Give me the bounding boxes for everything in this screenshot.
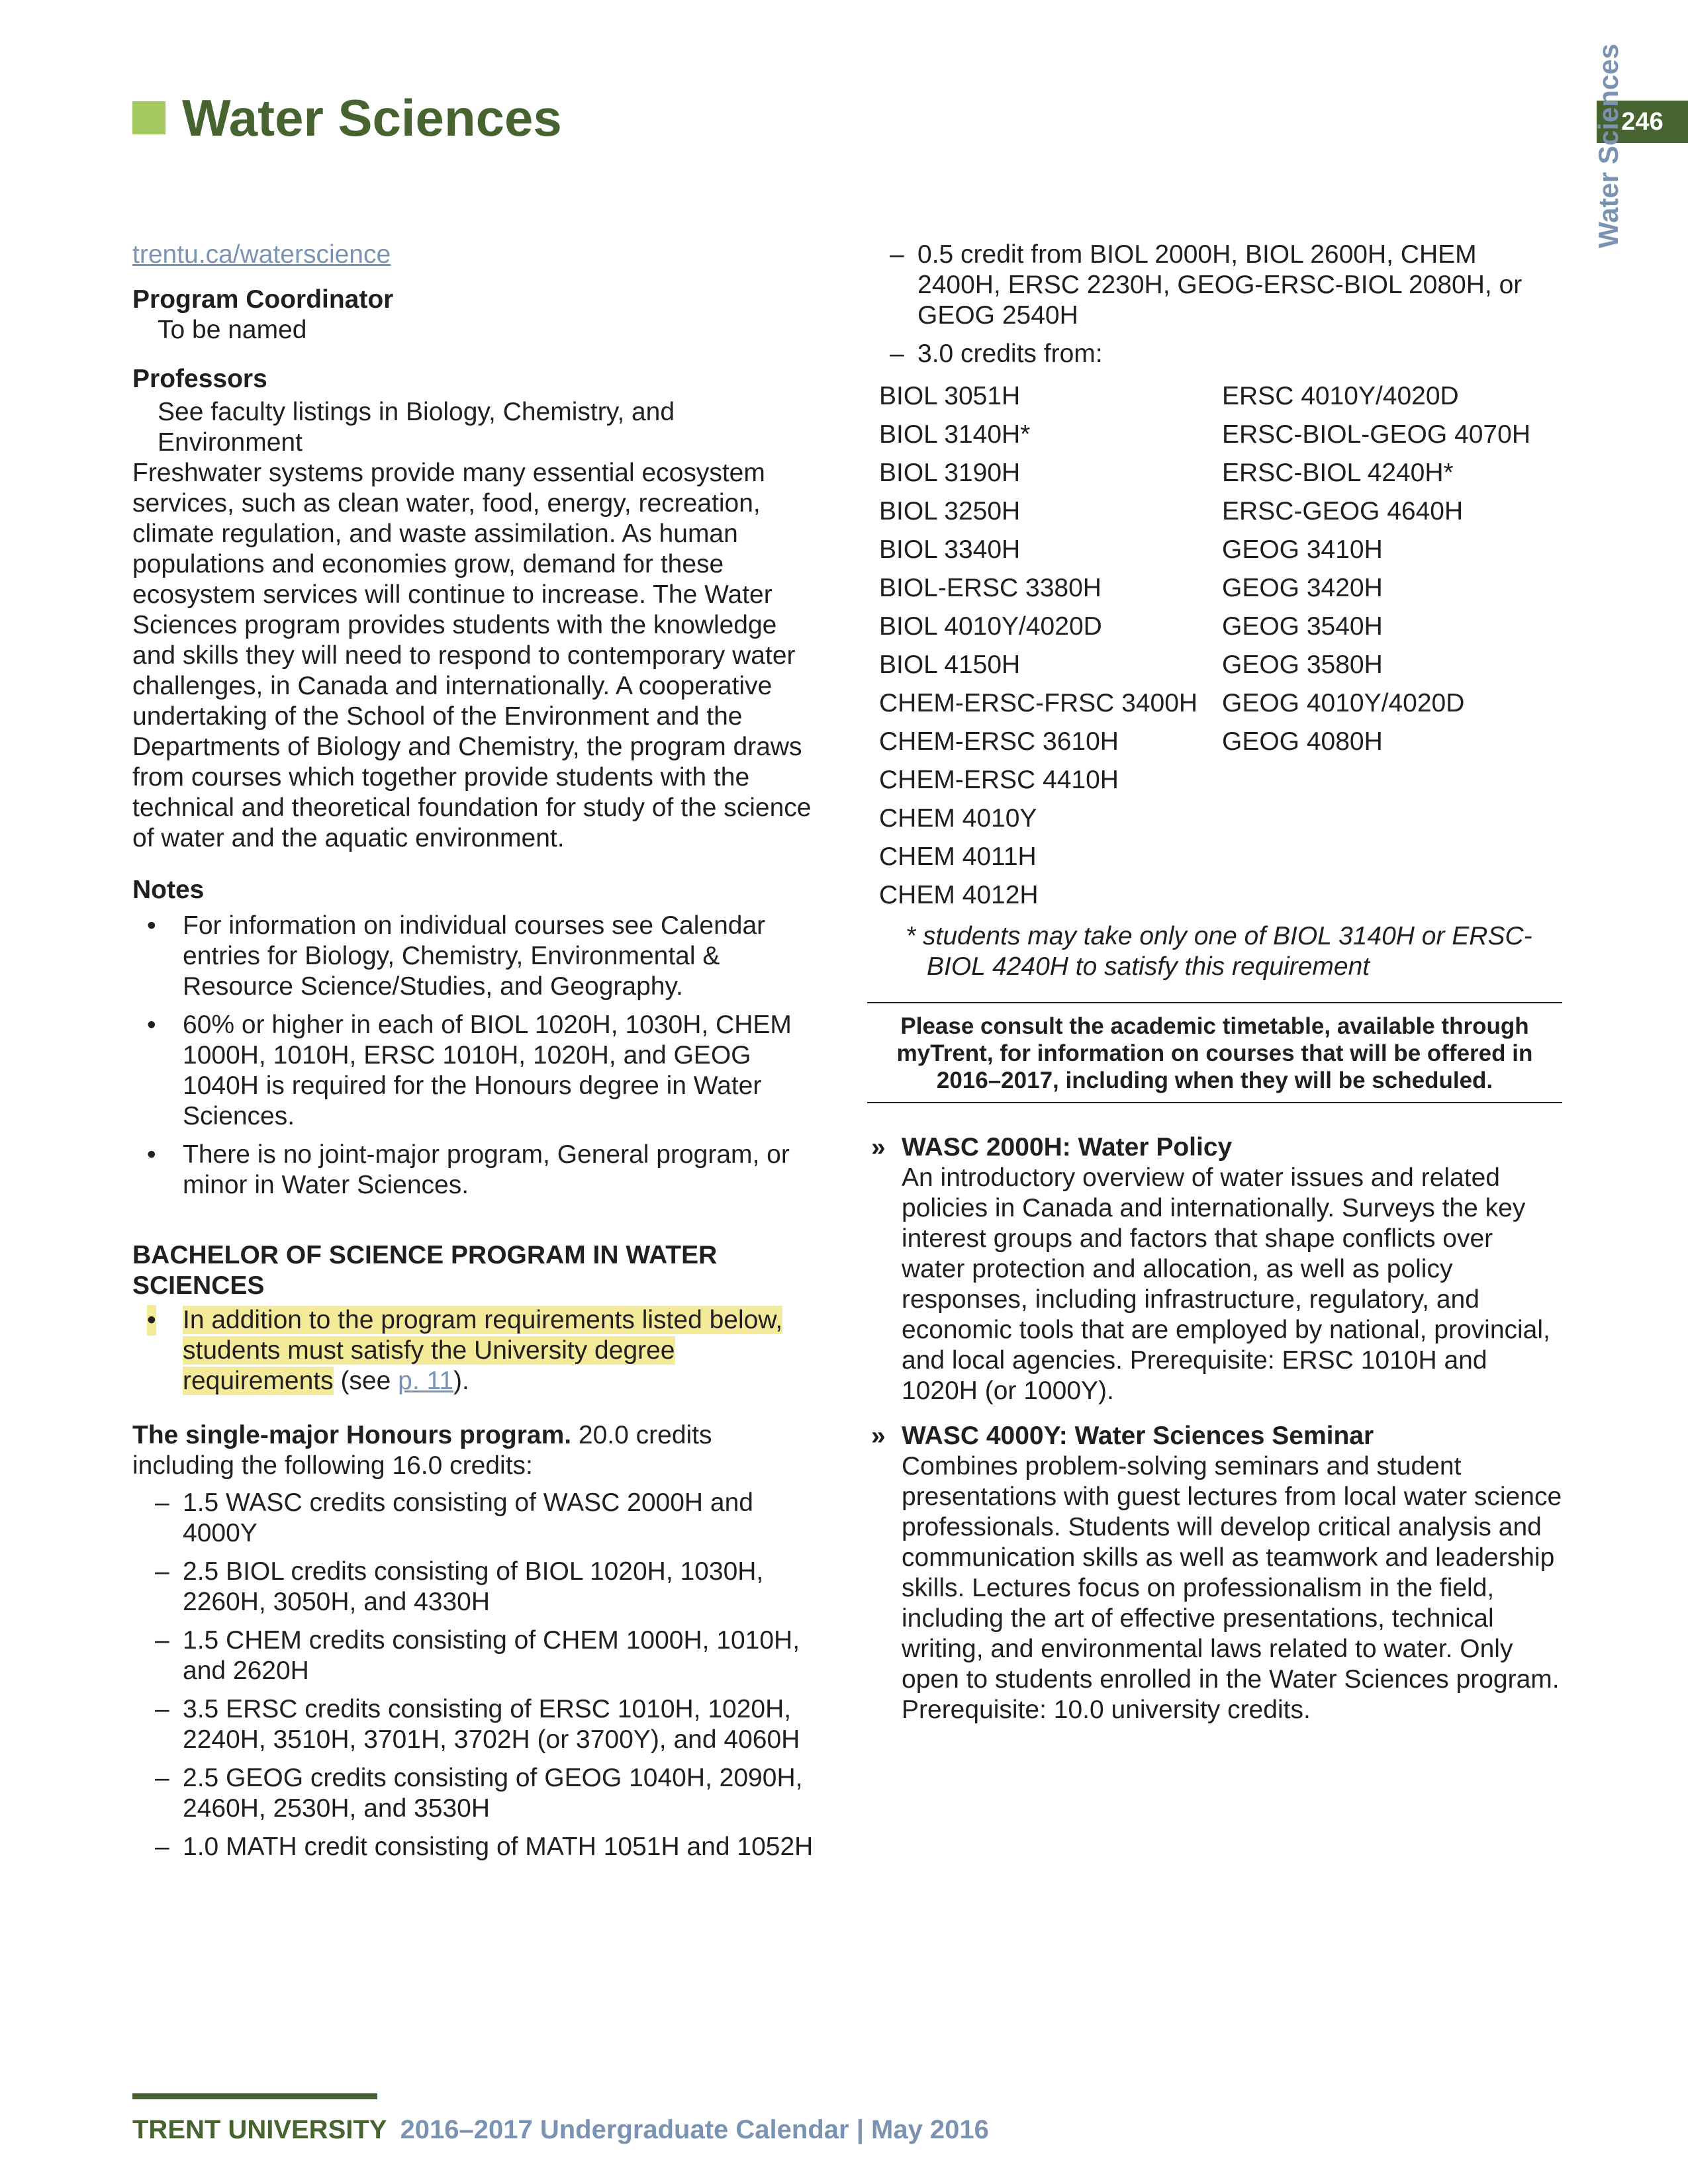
list-item xyxy=(132,1010,821,1132)
requirement-text: 1.5 WASC credits consisting of WASC 2000H and 4000Y xyxy=(183,1488,753,1547)
page-reference-link[interactable]: p. 11 xyxy=(398,1367,454,1395)
list-item xyxy=(132,1557,821,1617)
dash-icon: – xyxy=(155,1557,169,1586)
requirement-text: 3.0 credits from: xyxy=(917,340,1103,368)
bullet-icon: • xyxy=(147,1140,156,1169)
course-title: WASC 4000Y: Water Sciences Seminar xyxy=(902,1422,1374,1450)
dash-icon: – xyxy=(890,340,904,368)
course-code: BIOL 3140H* xyxy=(879,420,1031,449)
page-number-badge: 246 xyxy=(1597,101,1688,143)
course-code: GEOG 3410H xyxy=(1222,535,1383,564)
requirements-list xyxy=(132,1488,821,1862)
title-square-icon xyxy=(132,101,165,134)
course-title: WASC 2000H: Water Policy xyxy=(902,1133,1233,1161)
course-code: GEOG 3420H xyxy=(1222,574,1383,602)
course-code: CHEM 4011H xyxy=(879,842,1037,871)
course-code: BIOL 3051H xyxy=(879,382,1021,410)
list-item xyxy=(132,911,821,1002)
footer-university: TRENT UNIVERSITY xyxy=(132,2115,387,2144)
course-code: ERSC 4010Y/4020D xyxy=(1222,382,1459,410)
requirement-text: 2.5 BIOL credits consisting of BIOL 1020H, 1030H, 2260H, 3050H, and 4330H xyxy=(183,1557,764,1616)
course-description-wasc-4000y xyxy=(867,1421,1562,1725)
dash-icon: – xyxy=(155,1695,169,1723)
course-options-table xyxy=(867,377,1562,915)
course-footnote: * students may take only one of BIOL 3140H or ERSC-BIOL 4240H to satisfy this requirement xyxy=(906,922,1532,981)
course-code: GEOG 3540H xyxy=(1222,612,1383,641)
right-column xyxy=(867,240,1562,1725)
chevron-right-icon: » xyxy=(871,1422,886,1450)
notes-heading: Notes xyxy=(132,876,205,904)
bullet-icon: • xyxy=(147,911,156,940)
course-code: BIOL 4010Y/4020D xyxy=(879,612,1102,641)
course-code: CHEM-ERSC-FRSC 3400H xyxy=(879,689,1198,717)
chevron-right-icon: » xyxy=(871,1133,886,1161)
footer-rule xyxy=(132,2093,377,2099)
list-item xyxy=(867,240,1562,331)
course-code: BIOL 4150H xyxy=(879,651,1021,679)
see-text: (see xyxy=(333,1367,399,1395)
course-code: ERSC-BIOL-GEOG 4070H xyxy=(1222,420,1530,449)
footer-calendar: 2016–2017 Undergraduate Calendar | May 2016 xyxy=(400,2115,989,2144)
see-text-end: ). xyxy=(453,1367,469,1395)
list-item xyxy=(132,1488,821,1549)
course-description-wasc-2000h xyxy=(867,1132,1562,1406)
course-code: GEOG 4010Y/4020D xyxy=(1222,689,1465,717)
course-code: CHEM-ERSC 4410H xyxy=(879,766,1119,794)
coordinator-name: To be named xyxy=(158,316,307,344)
requirement-text: 3.5 ERSC credits consisting of ERSC 1010H, 1020H, 2240H, 3510H, 3701H, 3702H (or 3700Y), and 4060H xyxy=(183,1695,800,1754)
notes-list xyxy=(132,911,821,1201)
course-description: Combines problem-solving seminars and student presentations with guest lectures from local water science professionals. Students will develop critical analysis and communication skills as well as teamwork and leadership skills. Lectures focus on professionalism in the field, including the art of effective presentations, technical writing, and environmental laws related to water. Only open to students enrolled in the Water Sciences program. Prerequisite: 10.0 university credits. xyxy=(902,1452,1562,1724)
single-major-intro xyxy=(132,1420,821,1481)
program-heading: BACHELOR OF SCIENCE PROGRAM IN WATER SCIENCES xyxy=(132,1241,718,1300)
requirement-text: 1.5 CHEM credits consisting of CHEM 1000H, 1010H, and 2620H xyxy=(183,1626,800,1685)
dash-icon: – xyxy=(890,240,904,269)
coordinator-heading: Program Coordinator xyxy=(132,285,394,314)
course-description: An introductory overview of water issues and related policies in Canada and internationally. Surveys the key interest groups and factors that shape conflicts over water protection and allocation, as well as policy responses, including infrastructure, regulatory, and economic tools that are employed by national, provincial, and local agencies. Prerequisite: ERSC 1010H and 1020H (or 1000Y). xyxy=(902,1163,1550,1405)
professors-text: See faculty listings in Biology, Chemistry, and Environment xyxy=(158,398,675,457)
list-item xyxy=(132,1694,821,1755)
side-section-tab: Water Sciences xyxy=(1593,44,1624,248)
list-item xyxy=(132,1625,821,1686)
dash-icon: – xyxy=(155,1764,169,1792)
intro-paragraph: Freshwater systems provide many essential ecosystem services, such as clean water, food, energy, recreation, climate regulation, and waste assimilation. As human populations and economies grow, demand for these ecosystem services will continue to increase. The Water Sciences program provides students with the knowledge and skills they will need to respond to contemporary water challenges, in Canada and internationally. A cooperative undertaking of the School of the Environment and the Departments of Biology and Chemistry, the program draws from courses which together provide students with the technical and theoretical foundation for study of the science of water and the aquatic environment. xyxy=(132,459,812,852)
requirement-text: 2.5 GEOG credits consisting of GEOG 1040H, 2090H, 2460H, 2530H, and 3530H xyxy=(183,1764,803,1823)
highlighted-requirement: In addition to the program requirements listed below, students must satisfy the University degree requirements xyxy=(183,1306,783,1395)
note-text: 60% or higher in each of BIOL 1020H, 1030H, CHEM 1000H, 1010H, ERSC 1010H, 1020H, and GEOG 1040H is required for the Honours degree in Water Sciences. xyxy=(183,1011,792,1130)
dash-icon: – xyxy=(155,1488,169,1517)
dash-icon: – xyxy=(155,1833,169,1861)
bullet-icon: • xyxy=(147,1011,156,1039)
requirement-text: 1.0 MATH credit consisting of MATH 1051H and 1052H xyxy=(183,1833,814,1861)
course-code: GEOG 4080H xyxy=(1222,727,1383,756)
dash-icon: – xyxy=(155,1626,169,1655)
left-column xyxy=(132,240,821,1870)
requirements-list-continued xyxy=(867,240,1562,369)
course-code: CHEM-ERSC 3610H xyxy=(879,727,1119,756)
single-major-text: 20.0 credits including the following 16.0 credits: xyxy=(132,1421,712,1480)
list-item xyxy=(132,1832,821,1862)
course-code: BIOL 3340H xyxy=(879,535,1021,564)
course-code: ERSC-GEOG 4640H xyxy=(1222,497,1464,525)
course-code: GEOG 3580H xyxy=(1222,651,1383,679)
course-code: BIOL 3190H xyxy=(879,459,1021,487)
requirement-text: 0.5 credit from BIOL 2000H, BIOL 2600H, CHEM 2400H, ERSC 2230H, GEOG-ERSC-BIOL 2080H, or GEOG 2540H xyxy=(917,240,1523,330)
course-code: BIOL-ERSC 3380H xyxy=(879,574,1102,602)
list-item xyxy=(867,339,1562,369)
bullet-icon: • xyxy=(147,1306,156,1334)
page-footer xyxy=(132,2111,989,2148)
note-text: There is no joint-major program, General program, or minor in Water Sciences. xyxy=(183,1140,790,1199)
program-bullets xyxy=(132,1305,821,1396)
note-text: For information on individual courses see Calendar entries for Biology, Chemistry, Environmental & Resource Science/Studies, and Geography. xyxy=(183,911,766,1001)
professors-heading: Professors xyxy=(132,365,267,393)
single-major-label: The single-major Honours program. xyxy=(132,1421,572,1449)
list-item xyxy=(132,1305,821,1396)
program-website-link[interactable]: trentu.ca/waterscience xyxy=(132,240,391,269)
course-code: CHEM 4012H xyxy=(879,881,1039,909)
course-code: CHEM 4010Y xyxy=(879,804,1037,833)
course-code: ERSC-BIOL 4240H* xyxy=(1222,459,1454,487)
list-item xyxy=(132,1140,821,1201)
page-title: Water Sciences xyxy=(182,89,562,147)
list-item xyxy=(132,1763,821,1824)
course-code: BIOL 3250H xyxy=(879,497,1021,525)
timetable-notice: Please consult the academic timetable, available through myTrent, for information on courses that will be offered in 2016–2017, including when they will be scheduled. xyxy=(867,1002,1562,1103)
